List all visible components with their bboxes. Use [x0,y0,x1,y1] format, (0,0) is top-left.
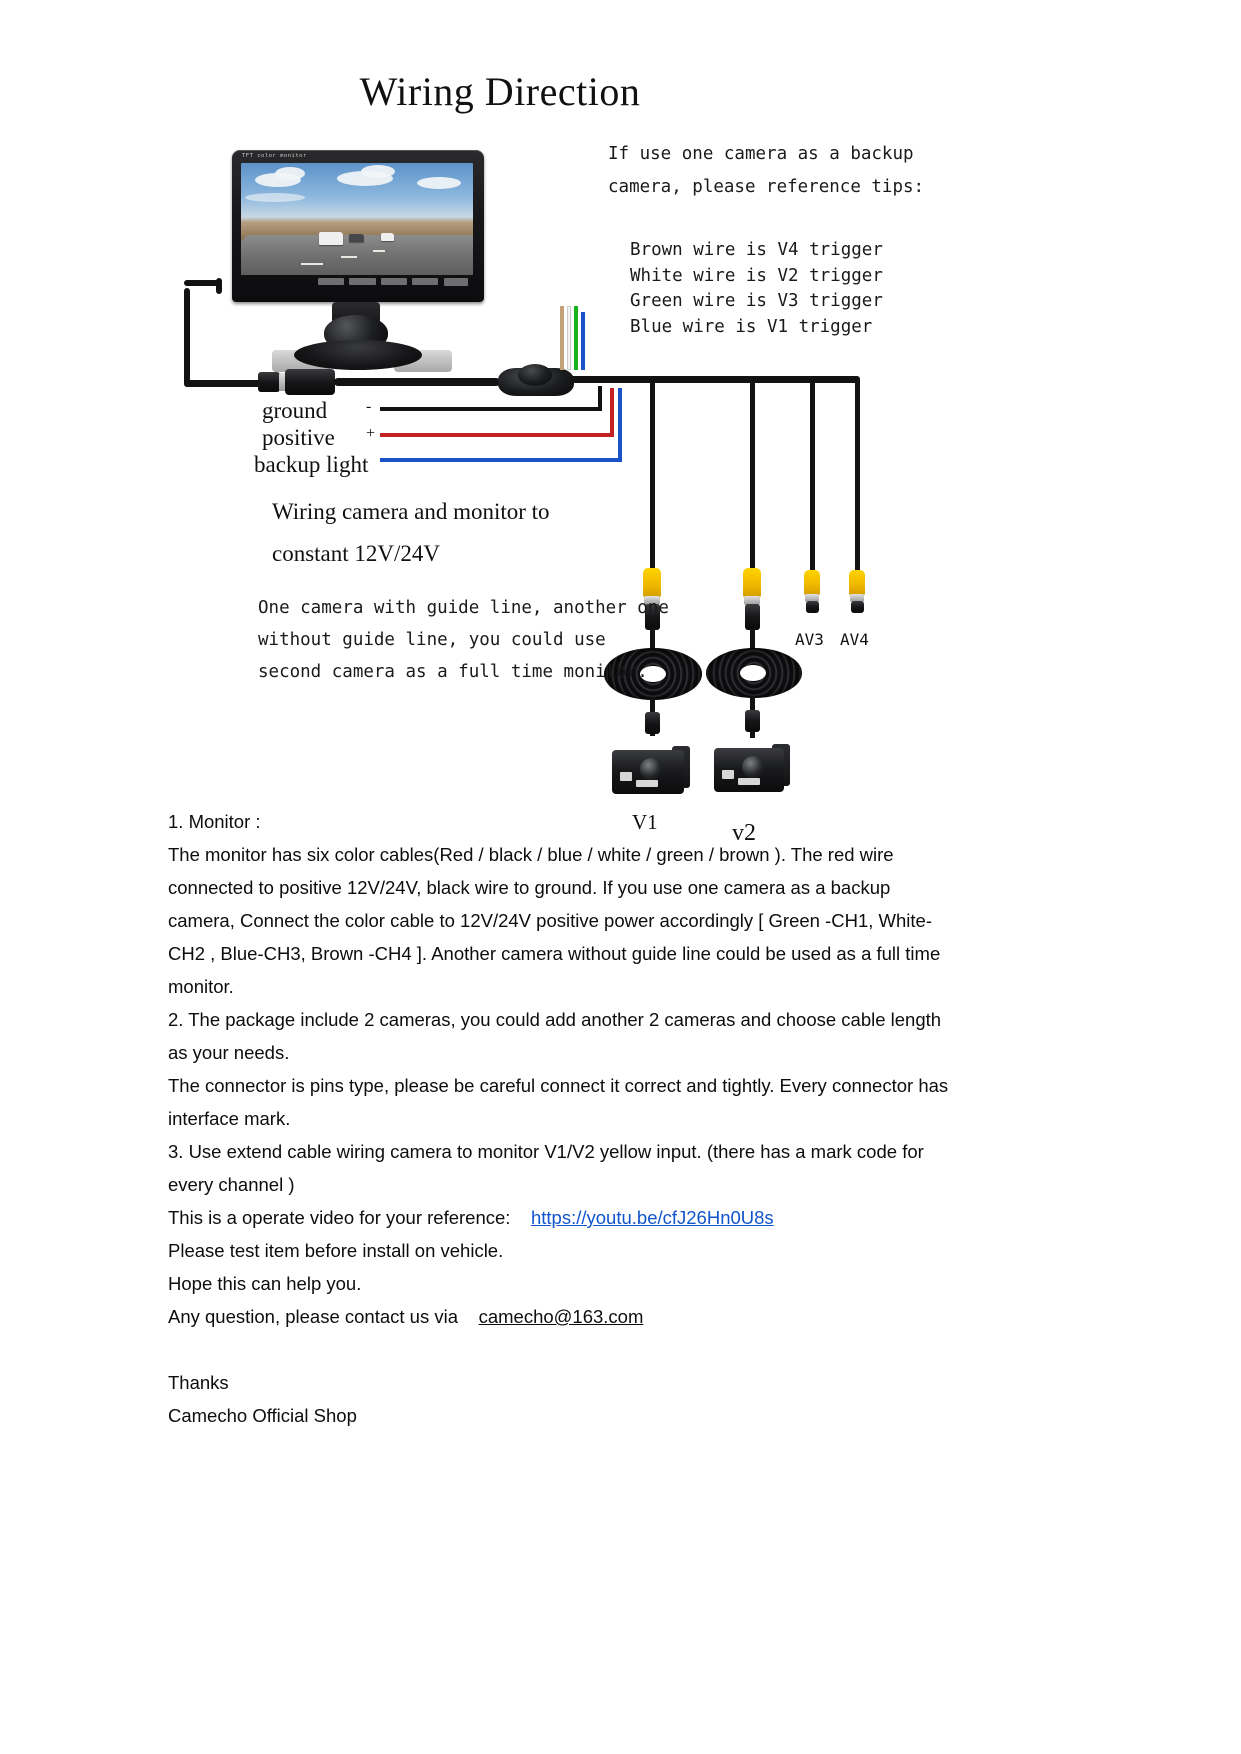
contact-line [168,1300,958,1333]
tip-intro-line-1: If use one camera as a backup [608,144,914,164]
channel-label-av4: AV4 [840,630,869,649]
channel-label-av3: AV3 [795,630,824,649]
instructions-paragraph-2: 2. The package include 2 cameras, you could add another 2 cameras and choose cable length as your needs. [168,1009,942,1063]
video-reference-line [168,1201,958,1234]
monitor-power-button[interactable] [444,278,468,286]
car-dark [349,234,364,242]
monitor-cable-vertical [184,288,190,386]
camera-led-v1-b [636,780,658,787]
page-title: Wiring Direction [359,69,641,114]
trigger-line-brown: Brown wire is V4 trigger [630,240,883,260]
main-cable-left [184,380,262,387]
rca-barrel-av3 [806,601,819,613]
car-far [381,233,394,241]
ground-wire-riser [598,386,602,410]
trigger-wire-brown [560,306,564,370]
paragraph-spacer [168,1333,958,1366]
contact-prefix: Any question, please contact us via [168,1306,459,1327]
camera-led-v1-a [620,772,632,781]
instructions-paragraph-4: 3. Use extend cable wiring camera to monitor V1/V2 yellow input. (there has a mark code for every channel ) [168,1141,924,1195]
main-cable-middle [334,378,500,386]
cable-connector-male [258,372,280,392]
tip-intro-line-2: camera, please reference tips: [608,177,925,197]
guide-note-line-1: One camera with guide line, another one [258,598,669,618]
thanks-line: Thanks [168,1372,229,1393]
monitor-cable-riser [216,278,222,294]
backup-wire-line [380,458,622,462]
plus-sign: + [366,425,376,442]
camera-label-v2: v2 [732,820,756,846]
minus-sign: - [366,398,372,415]
power-note-line-1: Wiring camera and monitor to [272,499,550,524]
trigger-wire-blue [581,312,585,370]
camera-lens-v2 [742,756,764,778]
video-link[interactable]: https://youtu.be/cfJ26Hn0U8s [530,1207,774,1228]
ground-wire-line [380,407,602,411]
rca-barrel-v2 [745,604,760,630]
backup-wire-riser [618,388,622,460]
monitor-unit [232,150,492,350]
trigger-line-blue: Blue wire is V1 trigger [630,316,873,337]
trigger-line-green: Green wire is V3 trigger [630,291,883,311]
camera-led-v2-b [738,778,760,785]
positive-wire-line [380,433,614,437]
instructions-paragraph-3: The connector is pins type, please be careful connect it correct and tightly. Every connector has interface mark. [168,1075,949,1129]
drop-cable-v1 [650,380,655,570]
rca-connector-v2 [743,568,761,598]
drop-cable-av3 [810,380,815,570]
monitor-brand-label: TFT color monitor [242,153,307,159]
positive-label: positive [262,425,335,450]
contact-email-link[interactable]: camecho@163.com [478,1306,644,1327]
cable-splitter-bulge [518,364,552,386]
instructions-paragraph-6: Hope this can help you. [168,1273,362,1294]
camera-led-v2-a [722,770,734,779]
positive-wire-riser [610,388,614,436]
monitor-screen-image [241,163,473,275]
power-note-line-2: constant 12V/24V [272,541,441,566]
trigger-line-white: White wire is V2 trigger [630,265,883,286]
trigger-wire-white [567,306,571,370]
guide-note-line-2: without guide line, you could use [258,630,606,650]
camera-lens-v1 [640,758,662,780]
drop-cable-v2 [750,380,755,570]
signature-line: Camecho Official Shop [168,1405,357,1426]
drop-cable-av4 [855,380,860,570]
instructions-block [168,805,958,1432]
backup-light-label: backup light [254,452,369,477]
guide-note-line-3: second camera as a full time monitor. [258,662,648,682]
camera-connector-v1 [645,712,660,734]
camera-connector-v2 [745,710,760,732]
rca-barrel-av4 [851,601,864,613]
video-reference-prefix: This is a operate video for your reference: [168,1207,511,1228]
ground-label: ground [262,398,328,423]
monitor-button-row[interactable] [318,278,438,286]
instructions-paragraph-1: The monitor has six color cables(Red / black / blue / white / green / brown ). The red wire connected to positive 12V/24V, black wire to ground. If you use one camera as a backup camera, Connect the color cable to 12V/24V positive power accordingly [ Green -CH1, White- CH2 , Blue-CH3, Brown -CH4 ]. Another camera without guide line could be used as a full time monitor. [168,844,941,997]
rca-connector-av4 [849,570,865,596]
car-white [319,232,343,245]
main-cable-right [570,376,860,383]
instructions-heading: 1. Monitor : [168,811,261,832]
monitor-bezel [232,150,484,302]
instructions-paragraph-5: Please test item before install on vehicle. [168,1240,504,1261]
trigger-wire-green [574,306,578,370]
rca-connector-av3 [804,570,820,596]
camera-label-v1: V1 [632,810,658,834]
monitor-base [294,340,422,370]
cable-coil-hole-v2 [740,665,766,681]
